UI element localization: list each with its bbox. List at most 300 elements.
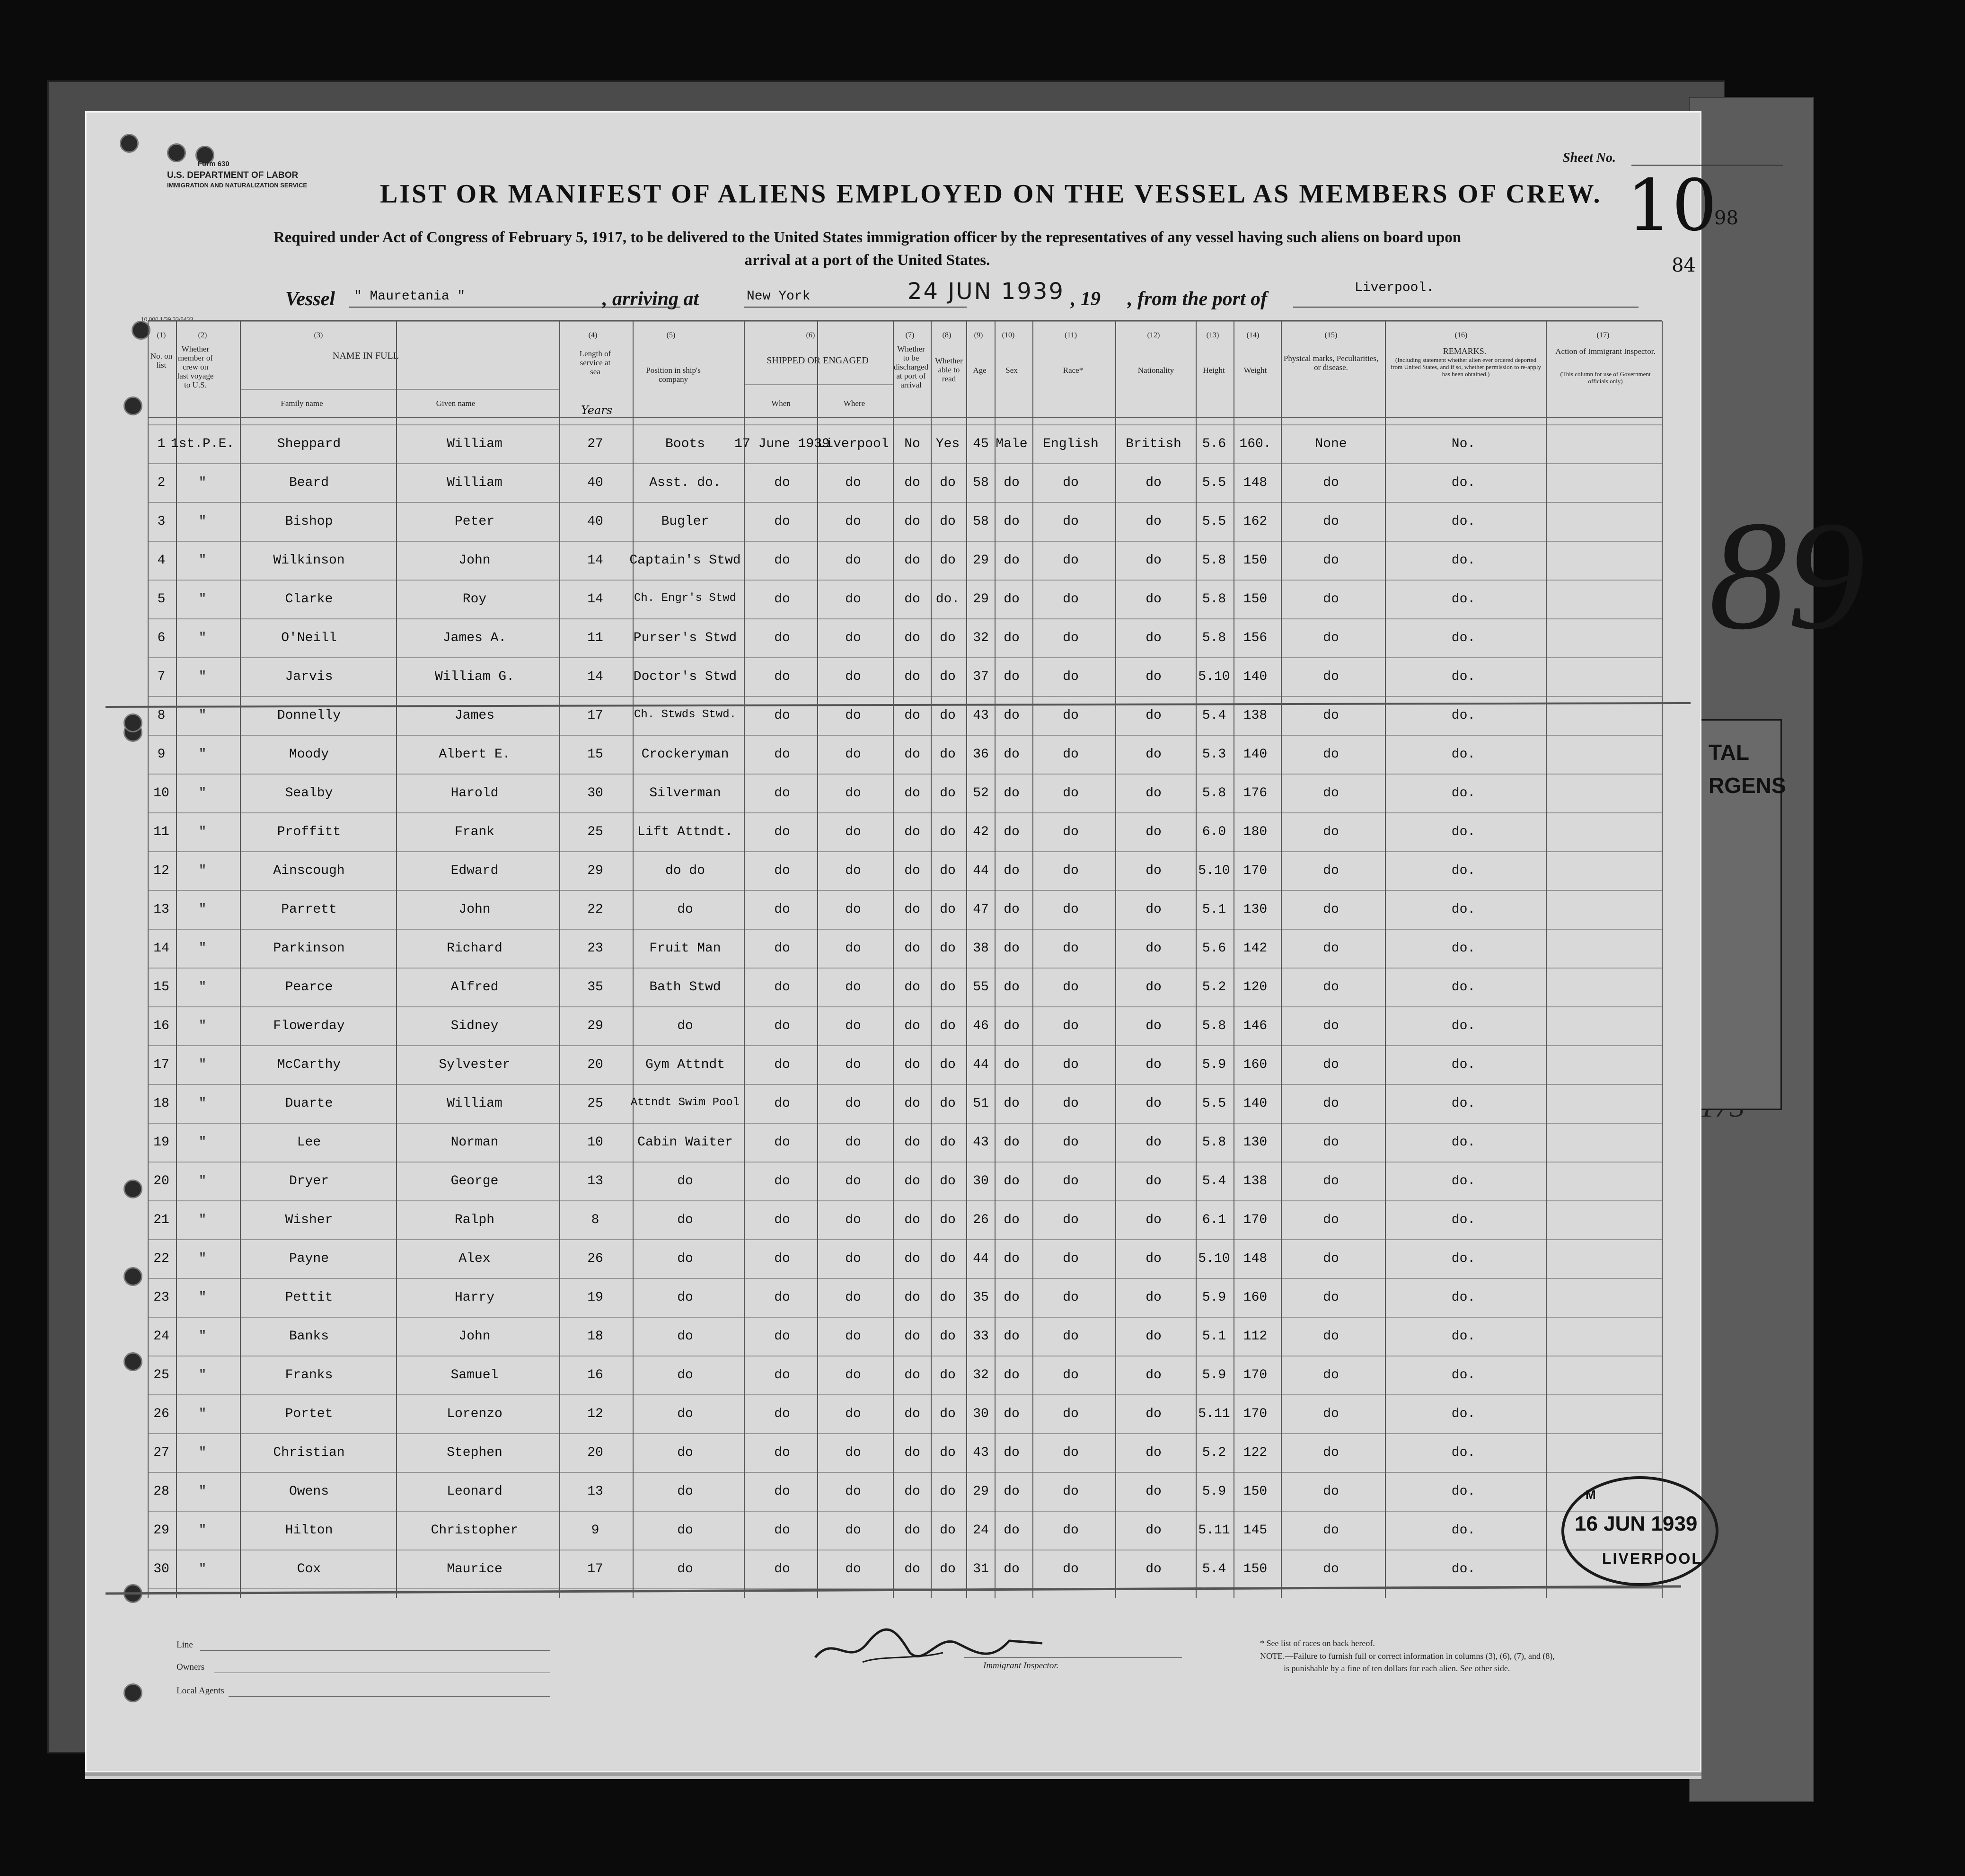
- cell-discharged: do: [904, 1523, 920, 1538]
- cell-physical-marks: do: [1323, 1445, 1339, 1460]
- cell-shipped-where: do: [845, 1523, 861, 1538]
- cell-service-years: 17: [587, 1562, 603, 1577]
- cell-service-years: 12: [587, 1407, 603, 1421]
- cell-service-years: 9: [591, 1523, 599, 1538]
- cell-height: 5.5: [1202, 1096, 1226, 1111]
- cell-physical-marks: do: [1323, 980, 1339, 995]
- cell-shipped-where: do: [845, 1019, 861, 1033]
- cell-race: do: [1063, 708, 1079, 723]
- cell-age: 29: [973, 553, 989, 568]
- column-number: (14): [1246, 331, 1260, 339]
- header-race: Race*: [1063, 366, 1084, 375]
- cell-remarks: do.: [1451, 825, 1476, 839]
- cell-physical-marks: do: [1323, 631, 1339, 645]
- cell-row-number: 5: [157, 592, 166, 607]
- header-sex: Sex: [1005, 366, 1018, 375]
- cell-given-name: Albert E.: [439, 747, 511, 762]
- cell-sex: do: [1004, 1135, 1020, 1150]
- cell-remarks: do.: [1451, 1213, 1476, 1227]
- cell-nationality: do: [1146, 1329, 1162, 1344]
- cell-shipped-when: do: [774, 1329, 790, 1344]
- cell-able-to-read: do: [940, 1213, 956, 1227]
- cell-shipped-where: do: [845, 863, 861, 878]
- header-position: Position in ship's company: [646, 366, 701, 384]
- cell-discharged: do: [904, 1329, 920, 1344]
- cell-able-to-read: do: [940, 1445, 956, 1460]
- cell-prev-voyage: ": [198, 553, 207, 568]
- arrival-date-stamp: 24 JUN 1939: [908, 278, 1065, 305]
- cell-shipped-where: do: [845, 747, 861, 762]
- cell-family-name: Moody: [289, 747, 329, 762]
- cell-shipped-where: do: [845, 1484, 861, 1499]
- cell-nationality: do: [1146, 476, 1162, 490]
- cell-prev-voyage: ": [198, 1445, 207, 1460]
- cell-physical-marks: do: [1323, 1019, 1339, 1033]
- cell-prev-voyage: ": [198, 1096, 207, 1111]
- cell-shipped-where: do: [845, 1174, 861, 1189]
- cell-shipped-where: do: [845, 708, 861, 723]
- header-nationality: Nationality: [1137, 366, 1174, 375]
- cell-discharged: do: [904, 1290, 920, 1305]
- arriving-label: , arriving at: [602, 288, 699, 310]
- cell-shipped-when: do: [774, 1290, 790, 1305]
- cell-physical-marks: do: [1323, 669, 1339, 684]
- cell-remarks: do.: [1451, 1135, 1476, 1150]
- cell-height: 5.10: [1198, 1251, 1230, 1266]
- cell-remarks: do.: [1451, 553, 1476, 568]
- cell-race: do: [1063, 476, 1079, 490]
- cell-family-name: Clarke: [285, 592, 333, 607]
- cell-given-name: William: [447, 1096, 502, 1111]
- cell-weight: 180: [1243, 825, 1268, 839]
- cell-age: 43: [973, 1135, 989, 1150]
- cell-weight: 130: [1243, 1135, 1268, 1150]
- cell-shipped-where: do: [845, 1057, 861, 1072]
- cell-family-name: O'Neill: [281, 631, 337, 645]
- cell-position: Attndt Swim Pool: [630, 1096, 740, 1109]
- cell-weight: 170: [1243, 863, 1268, 878]
- cell-race: do: [1063, 786, 1079, 801]
- cell-position: Bath Stwd: [649, 980, 721, 995]
- cell-weight: 162: [1243, 514, 1268, 529]
- cell-nationality: do: [1146, 553, 1162, 568]
- cell-given-name: Frank: [454, 825, 494, 839]
- cell-shipped-where: do: [845, 631, 861, 645]
- cell-height: 6.1: [1202, 1213, 1226, 1227]
- header-years: Years: [581, 404, 613, 417]
- cell-remarks: do.: [1451, 476, 1476, 490]
- cell-weight: 170: [1243, 1368, 1268, 1383]
- cell-shipped-when: do: [774, 1523, 790, 1538]
- cell-discharged: do: [904, 592, 920, 607]
- cell-family-name: Ainscough: [273, 863, 345, 878]
- cell-discharged: do: [904, 1407, 920, 1421]
- cell-sex: do: [1004, 514, 1020, 529]
- cell-race: do: [1063, 902, 1079, 917]
- cell-position: do: [677, 1174, 693, 1189]
- cell-row-number: 15: [153, 980, 169, 995]
- cell-race: do: [1063, 1057, 1079, 1072]
- cell-able-to-read: do: [940, 1290, 956, 1305]
- cell-age: 30: [973, 1407, 989, 1421]
- cell-given-name: Roy: [462, 592, 487, 607]
- cell-discharged: do: [904, 708, 920, 723]
- cell-shipped-when: do: [774, 1096, 790, 1111]
- cell-row-number: 19: [153, 1135, 169, 1150]
- cell-height: 5.8: [1202, 786, 1226, 801]
- cell-prev-voyage: ": [198, 476, 207, 490]
- cell-remarks: do.: [1451, 747, 1476, 762]
- local-agents-label: Local Agents: [176, 1686, 224, 1696]
- cell-race: do: [1063, 669, 1079, 684]
- cell-row-number: 18: [153, 1096, 169, 1111]
- cell-height: 5.2: [1202, 1445, 1226, 1460]
- cell-family-name: Sealby: [285, 786, 333, 801]
- cell-able-to-read: do: [940, 786, 956, 801]
- cell-age: 44: [973, 1251, 989, 1266]
- cell-physical-marks: None: [1315, 437, 1347, 451]
- cell-weight: 150: [1243, 1562, 1268, 1577]
- cell-discharged: do: [904, 631, 920, 645]
- cell-shipped-where: do: [845, 592, 861, 607]
- cell-given-name: Ralph: [454, 1213, 494, 1227]
- header-given-name: Given name: [436, 399, 476, 408]
- cell-physical-marks: do: [1323, 863, 1339, 878]
- cell-position: Boots: [665, 437, 705, 451]
- cell-able-to-read: do: [940, 1251, 956, 1266]
- cell-service-years: 30: [587, 786, 603, 801]
- cell-physical-marks: do: [1323, 708, 1339, 723]
- cell-weight: 140: [1243, 1096, 1268, 1111]
- cell-race: do: [1063, 1368, 1079, 1383]
- cell-discharged: do: [904, 980, 920, 995]
- cell-physical-marks: do: [1323, 1096, 1339, 1111]
- cell-able-to-read: do: [940, 941, 956, 956]
- cell-age: 36: [973, 747, 989, 762]
- header-remarks: REMARKS.: [1443, 346, 1487, 356]
- cell-physical-marks: do: [1323, 747, 1339, 762]
- cell-given-name: Edward: [450, 863, 499, 878]
- cell-shipped-when: do: [774, 1368, 790, 1383]
- cell-sex: do: [1004, 1174, 1020, 1189]
- cell-given-name: Peter: [454, 514, 494, 529]
- cell-family-name: Portet: [285, 1407, 333, 1421]
- cell-given-name: George: [450, 1174, 499, 1189]
- cell-able-to-read: do.: [935, 592, 960, 607]
- cell-row-number: 23: [153, 1290, 169, 1305]
- cell-physical-marks: do: [1323, 941, 1339, 956]
- cell-given-name: William: [447, 476, 502, 490]
- cell-given-name: Alex: [458, 1251, 491, 1266]
- cell-position: Doctor's Stwd: [633, 669, 737, 684]
- cell-prev-voyage: ": [198, 514, 207, 529]
- vessel-label: Vessel: [285, 288, 335, 310]
- cell-sex: do: [1004, 1096, 1020, 1111]
- cell-given-name: Harold: [450, 786, 499, 801]
- cell-race: do: [1063, 1407, 1079, 1421]
- cell-prev-voyage: ": [198, 1407, 207, 1421]
- cell-height: 5.8: [1202, 1135, 1226, 1150]
- cell-prev-voyage: ": [198, 747, 207, 762]
- cell-given-name: Harry: [454, 1290, 494, 1305]
- cell-row-number: 3: [157, 514, 166, 529]
- cell-prev-voyage: ": [198, 1057, 207, 1072]
- cell-race: do: [1063, 1290, 1079, 1305]
- cell-shipped-where: do: [845, 786, 861, 801]
- header-able-to-read: Whether able to read: [935, 356, 963, 383]
- cell-family-name: Donnelly: [277, 708, 341, 723]
- cell-discharged: do: [904, 1562, 920, 1577]
- cell-physical-marks: do: [1323, 514, 1339, 529]
- cell-family-name: Duarte: [285, 1096, 333, 1111]
- cell-remarks: do.: [1451, 1407, 1476, 1421]
- column-number: (3): [314, 331, 323, 339]
- cell-physical-marks: do: [1323, 902, 1339, 917]
- header-inspector-note: (This column for use of Government officials only): [1560, 370, 1651, 385]
- cell-height: 5.8: [1202, 553, 1226, 568]
- cell-service-years: 35: [587, 980, 603, 995]
- cell-shipped-where: do: [845, 1445, 861, 1460]
- cell-physical-marks: do: [1323, 1484, 1339, 1499]
- cell-age: 42: [973, 825, 989, 839]
- corner-number-1: 98: [1714, 207, 1738, 229]
- cell-position: do: [677, 1329, 693, 1344]
- cell-race: do: [1063, 980, 1079, 995]
- cell-row-number: 11: [153, 825, 169, 839]
- header-weight: Weight: [1243, 366, 1267, 375]
- cell-nationality: do: [1146, 941, 1162, 956]
- cell-row-number: 24: [153, 1329, 169, 1344]
- cell-sex: do: [1004, 1213, 1020, 1227]
- cell-position: do: [677, 1562, 693, 1577]
- cell-nationality: do: [1146, 1368, 1162, 1383]
- cell-height: 5.9: [1202, 1484, 1226, 1499]
- cell-age: 35: [973, 1290, 989, 1305]
- cell-service-years: 14: [587, 592, 603, 607]
- cell-height: 5.11: [1198, 1407, 1230, 1421]
- cell-given-name: Samuel: [450, 1368, 499, 1383]
- cell-race: do: [1063, 825, 1079, 839]
- cell-remarks: do.: [1451, 1368, 1476, 1383]
- cell-nationality: do: [1146, 1484, 1162, 1499]
- cell-prev-voyage: ": [198, 1213, 207, 1227]
- cell-remarks: do.: [1451, 1445, 1476, 1460]
- cell-race: do: [1063, 553, 1079, 568]
- cell-sex: do: [1004, 902, 1020, 917]
- cell-row-number: 13: [153, 902, 169, 917]
- cell-race: do: [1063, 1329, 1079, 1344]
- cell-sex: do: [1004, 980, 1020, 995]
- cell-able-to-read: do: [940, 1019, 956, 1033]
- cell-given-name: John: [458, 1329, 491, 1344]
- cell-shipped-when: do: [774, 825, 790, 839]
- cell-discharged: do: [904, 1019, 920, 1033]
- cell-position: do: [677, 1213, 693, 1227]
- cell-service-years: 13: [587, 1174, 603, 1189]
- cell-family-name: Jarvis: [285, 669, 333, 684]
- cell-prev-voyage: ": [198, 1174, 207, 1189]
- cell-weight: 160: [1243, 1057, 1268, 1072]
- cell-physical-marks: do: [1323, 1523, 1339, 1538]
- cell-age: 45: [973, 437, 989, 451]
- cell-shipped-when: do: [774, 863, 790, 878]
- cell-discharged: No: [904, 437, 920, 451]
- cell-able-to-read: do: [940, 863, 956, 878]
- cell-weight: 170: [1243, 1407, 1268, 1421]
- cell-row-number: 30: [153, 1562, 169, 1577]
- cell-height: 5.9: [1202, 1368, 1226, 1383]
- cell-discharged: do: [904, 1484, 920, 1499]
- cell-discharged: do: [904, 1368, 920, 1383]
- stub-text-1: TAL: [1709, 740, 1750, 765]
- cell-able-to-read: do: [940, 553, 956, 568]
- cell-height: 5.2: [1202, 980, 1226, 995]
- cell-service-years: 11: [587, 631, 603, 645]
- cell-shipped-where: do: [845, 1407, 861, 1421]
- cell-service-years: 40: [587, 514, 603, 529]
- cell-row-number: 16: [153, 1019, 169, 1033]
- cell-given-name: Norman: [450, 1135, 499, 1150]
- column-number: (10): [1002, 331, 1015, 339]
- cell-family-name: Pettit: [285, 1290, 333, 1305]
- cell-row-number: 28: [153, 1484, 169, 1499]
- cell-race: English: [1043, 437, 1099, 451]
- cell-remarks: do.: [1451, 1174, 1476, 1189]
- cell-discharged: do: [904, 786, 920, 801]
- cell-given-name: Alfred: [450, 980, 499, 995]
- header-discharged: Whether to be discharged at port of arrival: [893, 344, 929, 389]
- cell-physical-marks: do: [1323, 476, 1339, 490]
- cell-race: do: [1063, 631, 1079, 645]
- cell-shipped-when: do: [774, 941, 790, 956]
- side-stub: [1699, 719, 1786, 1110]
- cell-nationality: do: [1146, 592, 1162, 607]
- cell-shipped-where: do: [845, 1368, 861, 1383]
- cell-race: do: [1063, 1445, 1079, 1460]
- department-name: U.S. DEPARTMENT OF LABOR: [167, 170, 299, 180]
- cell-prev-voyage: ": [198, 631, 207, 645]
- cell-shipped-when: do: [774, 786, 790, 801]
- header-name-in-full: NAME IN FULL: [333, 351, 399, 361]
- cell-able-to-read: do: [940, 476, 956, 490]
- cell-nationality: do: [1146, 1251, 1162, 1266]
- cell-able-to-read: do: [940, 514, 956, 529]
- cell-nationality: do: [1146, 863, 1162, 878]
- cell-able-to-read: do: [940, 631, 956, 645]
- cell-shipped-when: do: [774, 1057, 790, 1072]
- cell-weight: 142: [1243, 941, 1268, 956]
- cell-remarks: do.: [1451, 1096, 1476, 1111]
- cell-shipped-where: do: [845, 514, 861, 529]
- cell-position: Ch. Engr's Stwd: [634, 592, 737, 605]
- cell-race: do: [1063, 1562, 1079, 1577]
- column-number: (1): [157, 331, 166, 339]
- column-number: (13): [1206, 331, 1219, 339]
- cell-remarks: do.: [1451, 786, 1476, 801]
- cell-given-name: Christopher: [431, 1523, 519, 1538]
- cell-service-years: 20: [587, 1445, 603, 1460]
- cell-family-name: Flowerday: [273, 1019, 345, 1033]
- cell-height: 5.8: [1202, 592, 1226, 607]
- cell-given-name: Lorenzo: [447, 1407, 502, 1421]
- year-label: , 19: [1071, 288, 1101, 310]
- cell-service-years: 27: [587, 437, 603, 451]
- stamp-top-letter: M: [1586, 1488, 1596, 1502]
- cell-sex: do: [1004, 708, 1020, 723]
- cell-row-number: 29: [153, 1523, 169, 1538]
- cell-position: do: [677, 1019, 693, 1033]
- cell-shipped-where: do: [845, 1290, 861, 1305]
- cell-race: do: [1063, 514, 1079, 529]
- cell-age: 33: [973, 1329, 989, 1344]
- cell-shipped-when: do: [774, 1251, 790, 1266]
- cell-service-years: 20: [587, 1057, 603, 1072]
- cell-weight: 156: [1243, 631, 1268, 645]
- cell-able-to-read: do: [940, 1368, 956, 1383]
- cell-position: Asst. do.: [649, 476, 721, 490]
- cell-family-name: Franks: [285, 1368, 333, 1383]
- cell-sex: do: [1004, 863, 1020, 878]
- cell-weight: 160.: [1239, 437, 1271, 451]
- cell-family-name: Owens: [289, 1484, 329, 1499]
- cell-given-name: Sidney: [450, 1019, 499, 1033]
- cell-family-name: Beard: [289, 476, 329, 490]
- cell-discharged: do: [904, 669, 920, 684]
- cell-physical-marks: do: [1323, 786, 1339, 801]
- cell-given-name: John: [458, 902, 491, 917]
- cell-physical-marks: do: [1323, 1329, 1339, 1344]
- header-length-of-service: Length of service at sea: [579, 349, 611, 376]
- cell-service-years: 8: [591, 1213, 599, 1227]
- cell-sex: do: [1004, 1329, 1020, 1344]
- cell-age: 51: [973, 1096, 989, 1111]
- cell-physical-marks: do: [1323, 592, 1339, 607]
- cell-sex: do: [1004, 476, 1020, 490]
- cell-family-name: Hilton: [285, 1523, 333, 1538]
- cell-discharged: do: [904, 476, 920, 490]
- cell-age: 43: [973, 1445, 989, 1460]
- cell-weight: 148: [1243, 476, 1268, 490]
- cell-discharged: do: [904, 825, 920, 839]
- cell-discharged: do: [904, 1096, 920, 1111]
- cell-nationality: do: [1146, 1445, 1162, 1460]
- cell-physical-marks: do: [1323, 1057, 1339, 1072]
- cell-shipped-when: 17 June 1939: [734, 437, 830, 451]
- cell-nationality: do: [1146, 1562, 1162, 1577]
- cell-weight: 140: [1243, 747, 1268, 762]
- cell-position: Bugler: [661, 514, 709, 529]
- cell-able-to-read: do: [940, 980, 956, 995]
- cell-row-number: 6: [157, 631, 166, 645]
- cell-row-number: 1: [157, 437, 166, 451]
- cell-weight: 122: [1243, 1445, 1268, 1460]
- column-number: (16): [1454, 331, 1468, 339]
- cell-age: 37: [973, 669, 989, 684]
- column-number: (11): [1064, 331, 1077, 339]
- cell-sex: do: [1004, 669, 1020, 684]
- cell-shipped-where: do: [845, 1213, 861, 1227]
- header-when: When: [771, 399, 791, 408]
- cell-sex: do: [1004, 1445, 1020, 1460]
- line-label: Line: [176, 1640, 193, 1650]
- cell-position: Gym Attndt: [645, 1057, 725, 1072]
- cell-given-name: James A.: [442, 631, 507, 645]
- cell-given-name: James: [454, 708, 494, 723]
- sheet-label: Sheet No.: [1563, 150, 1616, 165]
- cell-family-name: Wilkinson: [273, 553, 345, 568]
- header-family-name: Family name: [281, 399, 323, 408]
- cell-service-years: 29: [587, 863, 603, 878]
